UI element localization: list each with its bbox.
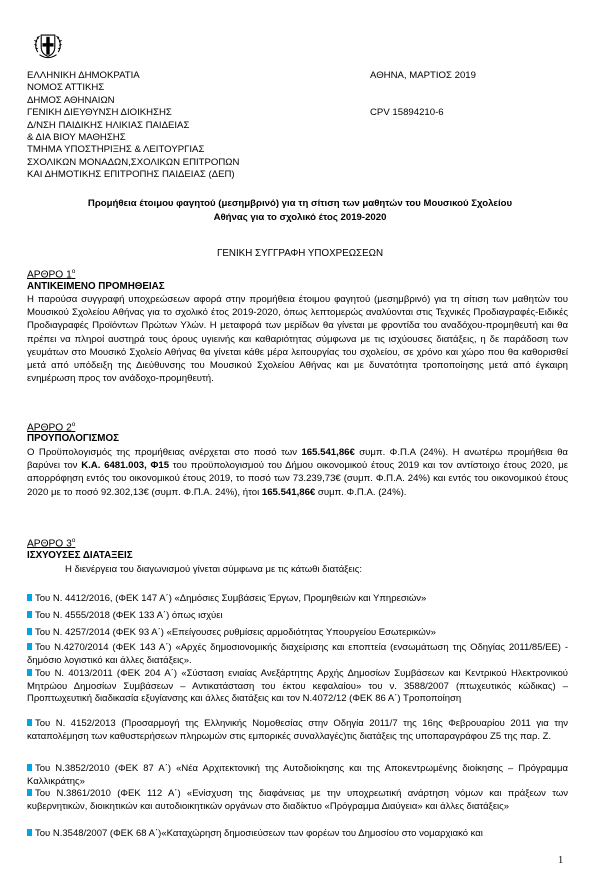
law-item	[27, 718, 568, 743]
header-line: ΝΟΜΟΣ ΑΤΤΙΚΗΣ	[27, 82, 105, 94]
article-3-sup: ο	[71, 537, 76, 544]
bullet-icon	[27, 669, 32, 676]
header-line: ΤΜΗΜΑ ΥΠΟΣΤΗΡΙΞΗΣ & ΛΕΙΤΟΥΡΓΙΑΣ	[27, 144, 205, 156]
article-1-label-text: ΑΡΘΡΟ 1	[27, 269, 72, 281]
bullet-icon	[27, 594, 32, 601]
general-title: ΓΕΝΙΚΗ ΣΥΓΓΡΑΦΗ ΥΠΟΧΡΕΩΣΕΩΝ	[216, 248, 384, 259]
header-line: ΔΗΜΟΣ ΑΘΗΝΑΙΩΝ	[27, 94, 115, 106]
header-line: ΣΧΟΛΙΚΩΝ ΜΟΝΑΔΩΝ,ΣΧΟΛΙΚΩΝ ΕΠΙΤΡΟΠΩΝ	[27, 156, 240, 168]
article-1-sup: ο	[71, 268, 76, 275]
header-line: ΕΛΛΗΝΙΚΗ ΔΗΜΟΚΡΑΤΙΑ	[27, 70, 140, 81]
issuer-header	[27, 70, 239, 182]
header-line: Δ/ΝΣΗ ΠΑΙΔΙΚΗΣ ΗΛΙΚΙΑΣ ΠΑΙΔΕΙΑΣ	[27, 119, 190, 131]
article-1-label	[27, 268, 75, 280]
article-2-sup: ο	[71, 421, 76, 428]
law-item-text: Του Ν. 4412/2016, (ΦΕΚ 147 Α΄) «Δημόσιες Συμβάσεις Έργων, Προμηθειών και Υπηρεσιών»	[35, 593, 427, 604]
article-2-total-amount: 165.541,86€	[261, 486, 316, 498]
bullet-icon	[27, 829, 32, 836]
bullet-icon	[27, 719, 32, 726]
title-line-1: Προμήθεια έτοιμου φαγητού (μεσημβρινό) για τη σίτιση των μαθητών του Μουσικού Σχολείου	[87, 198, 513, 209]
header-line: & ΔΙΑ ΒΙΟΥ ΜΑΘΗΣΗΣ	[27, 132, 126, 144]
article-1-heading: ΑΝΤΙΚΕΙΜΕΝΟ ΠΡΟΜΗΘΕΙΑΣ	[27, 281, 165, 292]
article-2-text-part: του προϋπολογισμού του Δήμου οικονομικού έτους 2019 και τον αντίστοιχο έτους 2020, με απορρόφηση εντός του οικονομικού έτους 2019, το ποσό των 73.239,73€ (συμπ. Φ.Π.Α. 24%) και εντός του οικονομικού έτους 2020 με το ποσό 92.302,13€ (συμπ. Φ.Π.Α. 24%), ήτοι	[27, 460, 568, 498]
law-item-text: Του Ν.3548/2007 (ΦΕΚ 68 Α΄)«Καταχώρηση δημοσιεύσεων των φορέων του Δημοσίου στο νομαρχιακό και	[35, 828, 483, 839]
law-item-text: Του Ν.4270/2014 (ΦΕΚ 143 Α΄) «Αρχές δημοσιονομικής διαχείρισης και εποπτεία (ενσωμάτωση της Οδηγίας 2011/85/ΕΕ) - δημόσιο λογιστικό και άλλες διατάξεις».	[27, 642, 568, 666]
article-1-text: Η παρούσα συγγραφή υποχρεώσεων αφορά στην προμήθεια έτοιμου φαγητού (μεσημβρινό) για τη σίτιση των μαθητών του Μουσικού Σχολείου Αθήνας για το σχολικό έτος 2019-2020, όπως λεπτομερώς αναλύονται στις Τεχνικές Προδιαγραφές-Ειδικές Προδιαγραφές Προϊόντων Πρώτων Υλών. Η μεταφορά των μερίδων θα γίνεται με φροντίδα του αναδόχου-προμηθευτή και θα πρέπει να πληροί αυστηρά τους όρους υγιεινής και καθαριότητας σύμφωνα με τις ισχύουσες διατάξεις, η δε παράδοση των γευμάτων στο Μουσικό Σχολείο Αθήνας θα γίνεται κάθε μέρα λειτουργίας του σχολείου, σε χρόνο και χώρο που θα καθορισθεί μετά από υπόδειξη της Διεύθυνσης του Μουσικού Σχολείου Αθήνας και με δυνατότητα τροποποίησης μετά από έγκαιρη ενημέρωση προς τον ανάδοχο-προμηθευτή.	[27, 294, 568, 385]
law-item	[27, 610, 568, 623]
law-item	[27, 828, 568, 841]
article-2-total-amount: 165.541,86€	[301, 447, 355, 458]
article-2-text	[27, 446, 568, 499]
article-2-label-text: ΑΡΘΡΟ 2	[27, 422, 72, 434]
document-title	[20, 197, 580, 225]
cpv-code: CPV 15894210-6	[370, 107, 444, 118]
law-item	[27, 668, 568, 706]
article-2-label	[27, 421, 75, 433]
law-item-text: Του Ν. 4257/2014 (ΦΕΚ 93 Α΄) «Επείγουσες ρυθμίσεις αρμοδιότητας Υπουργείου Εσωτερικών»	[35, 627, 436, 638]
bullet-icon	[27, 764, 32, 771]
law-item	[27, 763, 568, 788]
law-item	[27, 593, 568, 606]
bullet-icon	[27, 643, 32, 650]
bullet-icon	[27, 789, 32, 796]
law-item-text: Του Ν.3852/2010 (ΦΕΚ 87 Α΄) «Νέα Αρχιτεκτονική της Αυτοδιοίκησης και της Αποκεντρωμένης διοίκησης – Πρόγραμμα Καλλικράτης»	[27, 763, 568, 787]
article-3-label-text: ΑΡΘΡΟ 3	[27, 538, 72, 550]
article-2-text-part: συμπ. Φ.Π.Α (24%). Η ανωτέρω προμήθεια θα βαρύνει τον	[27, 447, 568, 472]
article-3-label	[27, 537, 75, 549]
law-item	[27, 788, 568, 813]
law-item-text: Του Ν. 4013/2011 (ΦΕΚ 204 Α΄) «Σύσταση ενιαίας Ανεξάρτητης Αρχής Δημοσίων Συμβάσεων και Κεντρικού Ηλεκτρονικού Μητρώου Δημοσίων Συμβάσεων – Αντικατάσταση του έκτου κεφαλαίου» του ν. 3588/2007 (πτωχευτικός κώδικας) – Προπτωχευτική διαδικασία εξυγίανσης και άλλες διατάξεις και τον Ν.4072/12 (ΦΕΚ 86 Α΄) Τροποποίηση	[27, 668, 568, 705]
header-line: ΓΕΝΙΚΗ ΔΙΕΥΘΥΝΣΗ ΔΙΟΙΚΗΣΗΣ	[27, 107, 172, 119]
article-2-text-part: συμπ. Φ.Π.Α. (24%).	[315, 486, 407, 498]
bullet-icon	[27, 628, 32, 635]
article-2-budget-code: Κ.Α. 6481.003, Φ15	[81, 460, 170, 472]
article-3-heading: ΙΣΧΥΟΥΣΕΣ ΔΙΑΤΑΞΕΙΣ	[27, 550, 133, 561]
header-line: ΚΑΙ ΔΗΜΟΤΙΚΗΣ ΕΠΙΤΡΟΠΗΣ ΠΑΙΔΕΙΑΣ (ΔΕΠ)	[27, 169, 235, 181]
title-line-2: Αθήνας για το σχολικό έτος 2019-2020	[213, 212, 387, 223]
document-date: ΑΘΗΝΑ, ΜΑΡΤΙΟΣ 2019	[370, 70, 476, 81]
law-item-text: Του Ν.3861/2010 (ΦΕΚ 112 Α΄) «Ενίσχυση της διαφάνειας με την υποχρεωτική ανάρτηση νόμων και πράξεων των κυβερνητικών, διοικητικών και αυτοδιοικητικών οργάνων στο διαδίκτυο «Πρόγραμμα Διαύγεια» και άλλες διατάξεις»	[27, 788, 568, 812]
law-item-text: Του Ν. 4555/2018 (ΦΕΚ 133 Α΄) όπως ισχύει	[35, 610, 223, 621]
article-3-intro: Η διενέργεια του διαγωνισμού γίνεται σύμφωνα με τις κάτωθι διατάξεις:	[65, 564, 363, 575]
article-2-text-part: Ο Προϋπολογισμός της προμήθειας ανέρχεται στο ποσό των	[27, 447, 302, 458]
greek-state-emblem-icon	[31, 30, 65, 64]
page-number: 1	[558, 855, 564, 866]
law-item	[27, 627, 568, 640]
law-item	[27, 642, 568, 667]
law-item-text: Του Ν. 4152/2013 (Προσαρμογή της Ελληνικής Νομοθεσίας στην Οδηγία 2011/7 της 16ης Φεβρουαρίου 2011 για την καταπολέμηση των καθυστερήσεων πληρωμών στις εμπορικές συναλλαγές)τις διατάξεις της υποπαραγράφου Ζ5 της παρ. Ζ.	[27, 718, 568, 742]
bullet-icon	[27, 611, 32, 618]
article-2-heading: ΠΡΟΥΠΟΛΟΓΙΣΜΟΣ	[27, 433, 119, 444]
